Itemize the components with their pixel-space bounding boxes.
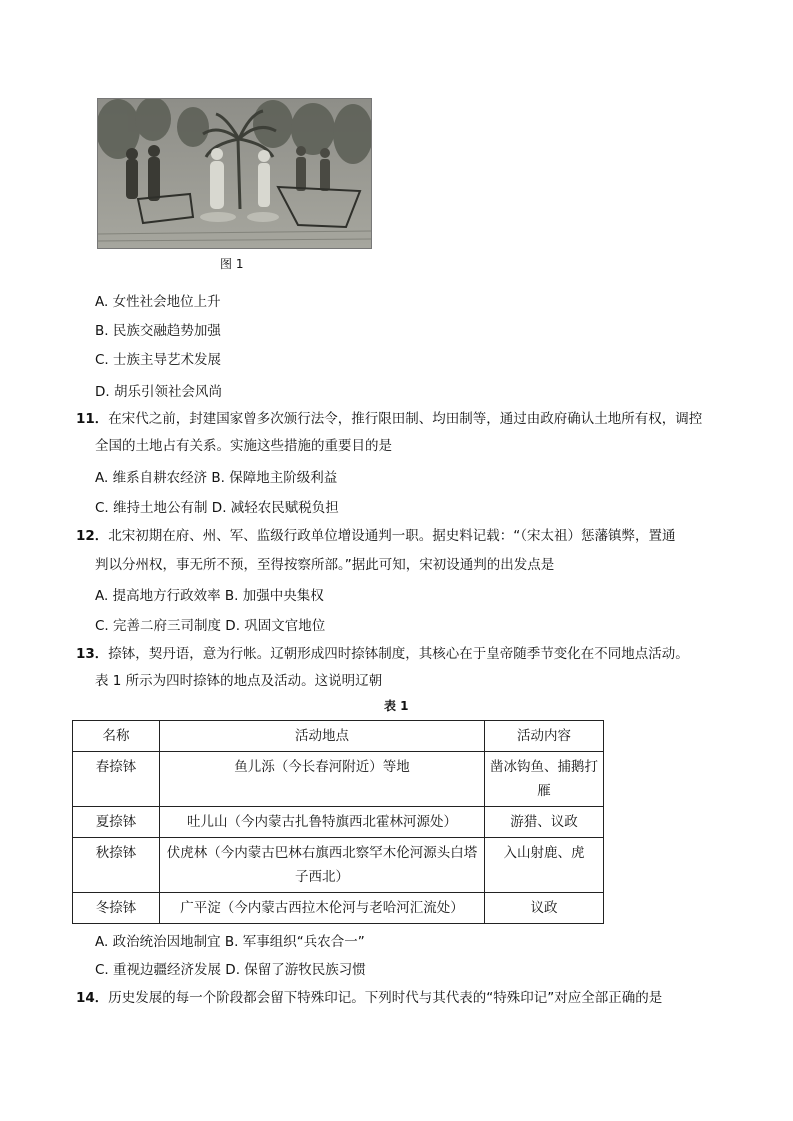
table-cell: 伏虎林（今内蒙古巴林右旗西北察罕木伦河源头白塔子西北） (160, 838, 485, 893)
table-cell: 春捺钵 (73, 752, 160, 807)
question-12-line2: 判以分州权，事无所不预，至得按察所部。”据此可知，宋初设通判的出发点是 (95, 557, 555, 573)
table-cell: 冬捺钵 (73, 893, 160, 924)
question-11-line1 (76, 407, 702, 427)
table-cell: 入山射鹿、虎 (485, 838, 604, 893)
figure-option-a: A. 女性社会地位上升 (95, 294, 221, 310)
table-header-name: 名称 (73, 721, 160, 752)
table-row (73, 893, 604, 924)
figure-option-d: D. 胡乐引领社会风尚 (95, 384, 222, 400)
question-12-line1 (76, 524, 676, 544)
mural-figure (97, 98, 372, 249)
figure-option-c: C. 士族主导艺术发展 (95, 352, 222, 368)
figure-option-b: B. 民族交融趋势加强 (95, 323, 221, 339)
question-13-options-cd: C. 重视边疆经济发展 D. 保留了游牧民族习惯 (95, 962, 366, 978)
question-11-number: 11． (76, 411, 109, 427)
table-cell: 游猎、议政 (485, 807, 604, 838)
question-13-text: 捺钵，契丹语，意为行帐。辽朝形成四时捺钵制度，其核心在于皇帝随季节变化在不同地点活动。 (108, 646, 689, 662)
question-14-text: 历史发展的每一个阶段都会留下特殊印记。下列时代与其代表的“特殊印记”对应全部正确的是 (108, 990, 663, 1006)
question-12-text: 北宋初期在府、州、军、监级行政单位增设通判一职。据史料记载：“（宋太祖）惩藩镇弊，置通 (108, 528, 676, 544)
question-13-options-ab: A. 政治统治因地制宜 B. 军事组织“兵农合一” (95, 934, 365, 950)
question-13-line1 (76, 642, 689, 662)
figure-caption: 图 1 (220, 257, 244, 271)
question-14-line1 (76, 986, 662, 1006)
table-row (73, 807, 604, 838)
question-11-line2: 全国的土地占有关系。实施这些措施的重要目的是 (95, 438, 392, 454)
table-cell: 议政 (485, 893, 604, 924)
table-cell: 秋捺钵 (73, 838, 160, 893)
table-header-activity: 活动内容 (485, 721, 604, 752)
table-cell: 凿冰钩鱼、捕鹅打雁 (485, 752, 604, 807)
question-12-number: 12． (76, 528, 109, 544)
question-11-options-cd: C. 维持土地公有制 D. 减轻农民赋税负担 (95, 500, 339, 516)
table-caption: 表 1 (384, 699, 409, 713)
table-cell: 广平淀（今内蒙古西拉木伦河与老哈河汇流处） (160, 893, 485, 924)
nabo-table (72, 720, 604, 924)
question-13-line2: 表 1 所示为四时捺钵的地点及活动。这说明辽朝 (95, 673, 383, 689)
table-cell: 吐儿山（今内蒙古扎鲁特旗西北霍林河源处） (160, 807, 485, 838)
question-11-text: 在宋代之前，封建国家曾多次颁行法令，推行限田制、均田制等，通过由政府确认土地所有权，调控 (108, 411, 703, 427)
table-row (73, 752, 604, 807)
question-14-number: 14． (76, 990, 109, 1006)
question-12-options-ab: A. 提高地方行政效率 B. 加强中央集权 (95, 588, 324, 604)
mural-illustration (98, 99, 371, 248)
table-header-location: 活动地点 (160, 721, 485, 752)
question-11-options-ab: A. 维系自耕农经济 B. 保障地主阶级利益 (95, 470, 338, 486)
question-13-number: 13． (76, 646, 109, 662)
question-12-options-cd: C. 完善二府三司制度 D. 巩固文官地位 (95, 618, 326, 634)
table-cell: 鱼儿泺（今长春河附近）等地 (160, 752, 485, 807)
table-header-row (73, 721, 604, 752)
table-cell: 夏捺钵 (73, 807, 160, 838)
table-row (73, 838, 604, 893)
